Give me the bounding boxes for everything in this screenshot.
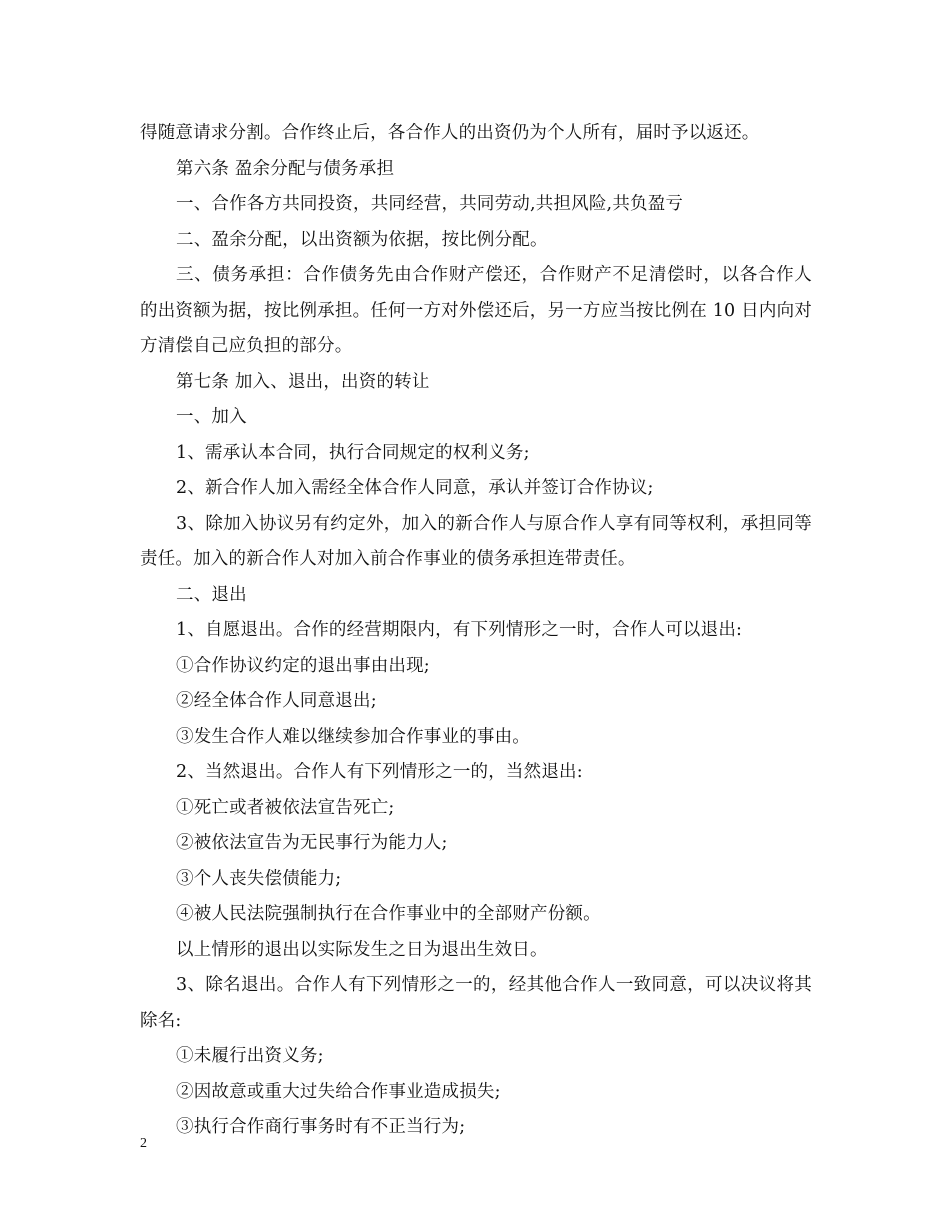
list-item: 2、当然退出。合作人有下列情形之一的，当然退出: (176, 762, 583, 782)
subsection-heading-exit: 二、退出 (176, 584, 247, 605)
list-item: 1、自愿退出。合作的经营期限内，有下列情形之一时，合作人可以退出: (176, 620, 743, 640)
list-item: ②被依法宣告为无民事行为能力人; (176, 833, 448, 853)
list-item: 1、需承认本合同，执行合同规定的权利义务; (176, 442, 530, 463)
page-number: 2 (140, 1136, 147, 1151)
list-item: 3、除加入协议另有约定外，加入的新合作人与原合作人享有同等权利，承担同等责任。加入的新合作人对加入前合作事业的债务承担连带责任。 (140, 513, 812, 569)
subsection-heading-join: 一、加入 (176, 407, 247, 427)
list-item: ①未履行出资义务; (176, 1046, 324, 1066)
list-item: ①合作协议约定的退出事由出现; (176, 655, 430, 676)
paragraph: 二、盈余分配，以出资额为依据，按比例分配。 (176, 229, 548, 250)
paragraph: 一、合作各方共同投资，共同经营，共同劳动,共担风险,共负盈亏 (176, 194, 684, 214)
list-item: ④被人民法院强制执行在合作事业中的全部财产份额。 (176, 904, 601, 924)
list-item: ③执行合作商行事务时有不正当行为; (176, 1117, 466, 1137)
list-item: ③发生合作人难以继续参加合作事业的事由。 (176, 726, 530, 747)
section-heading-article-6: 第六条 盈余分配与债务承担 (176, 158, 395, 179)
document-body (140, 116, 812, 1146)
list-item: ②因故意或重大过失给合作事业造成损失; (176, 1081, 501, 1102)
list-item: ①死亡或者被依法宣告死亡; (176, 797, 395, 818)
list-item: ③个人丧失偿债能力; (176, 868, 342, 889)
list-item: 2、新合作人加入需经全体合作人同意，承认并签订合作协议; (176, 478, 654, 498)
section-heading-article-7: 第七条 加入、退出，出资的转让 (176, 371, 430, 392)
paragraph: 三、债务承担：合作债务先由合作财产偿还，合作财产不足清偿时，以各合作人的出资额为据，按比例承担。任何一方对外偿还后，另一方应当按比例在 10 日内向对方清偿自己应负担的部分。 (140, 265, 812, 356)
list-item: ②经全体合作人同意退出; (176, 691, 377, 711)
paragraph: 得随意请求分割。合作终止后，各合作人的出资仍为个人所有，届时予以返还。 (140, 123, 760, 143)
list-item: 3、除名退出。合作人有下列情形之一的，经其他合作人一致同意，可以决议将其除名: (140, 975, 812, 1031)
paragraph: 以上情形的退出以实际发生之日为退出生效日。 (176, 939, 548, 960)
